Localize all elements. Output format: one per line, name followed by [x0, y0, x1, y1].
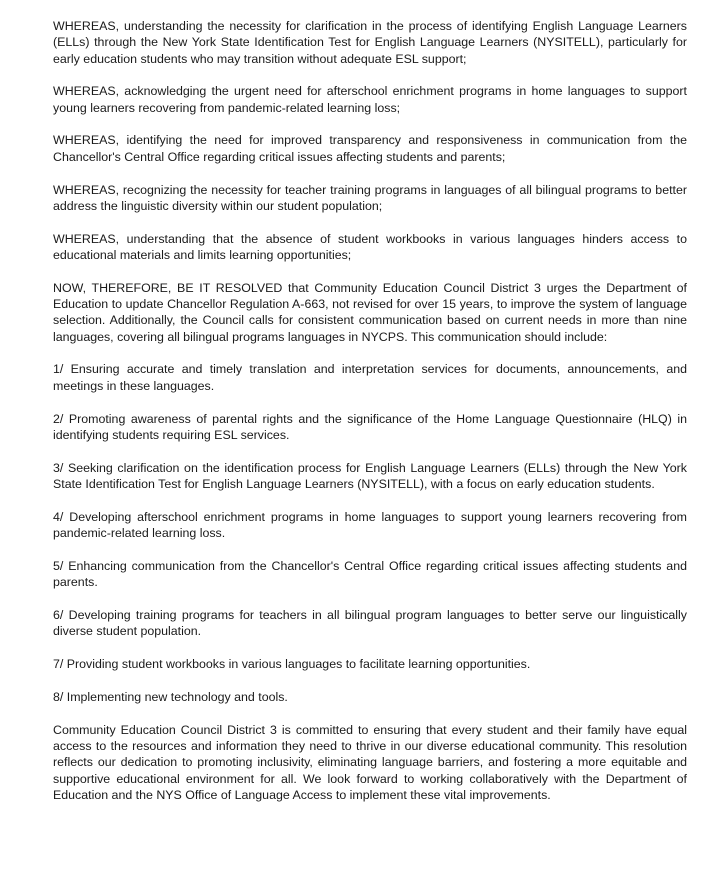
list-item-7: 7/ Providing student workbooks in various languages to facilitate learning opportunities.: [53, 657, 531, 672]
list-item-4: 4/ Developing afterschool enrichment programs in home languages to support young learners recovering from pandemic-related learning loss.: [53, 509, 687, 541]
document-page: [53, 18, 687, 803]
whereas-transparency: WHEREAS, identifying the need for improved transparency and responsiveness in communication from the Chancellor's Central Office regarding critical issues affecting students and parents;: [53, 133, 687, 164]
list-item-1: 1/ Ensuring accurate and timely translation and interpretation services for documents, announcements, and meetings in these languages.: [53, 362, 687, 393]
list-item-2: 2/ Promoting awareness of parental rights and the significance of the Home Language Questionnaire (HLQ) in identifying students requiring ESL services.: [53, 411, 687, 442]
list-item-3: 3/ Seeking clarification on the identification process for English Language Learners (ELLs) through the New York State Identification Test for English Language Learners (NYSITELL), with a focus on early education students.: [53, 460, 687, 491]
whereas-afterschool-programs: WHEREAS, acknowledging the urgent need for afterschool enrichment programs in home languages to support young learners recovering from pandemic-related learning loss;: [53, 84, 687, 115]
whereas-ell-identification: WHEREAS, understanding the necessity for clarification in the process of identifying English Language Learners (ELLs) through the New York State Identification Test for English Language Learners (NYSITELL), particularly for early education students who may transition without adequate ESL support;: [53, 19, 687, 66]
whereas-workbooks: WHEREAS, understanding that the absence of student workbooks in various languages hinders access to educational materials and limits learning opportunities;: [53, 231, 687, 262]
closing-paragraph: Community Education Council District 3 is committed to ensuring that every student and their family have equal access to the resources and information they need to thrive in our diverse educational community. This resolution reflects our dedication to promoting inclusivity, eliminating language barriers, and fostering a more equitable and supportive educational environment for all. We look forward to working collaboratively with the Department of Education and the NYS Office of Language Access to implement these vital improvements.: [53, 722, 687, 802]
resolved-paragraph: NOW, THEREFORE, BE IT RESOLVED that Community Education Council District 3 urges the Department of Education to update Chancellor Regulation A-663, not revised for over 15 years, to improve the system of language selection. Additionally, the Council calls for consistent communication based on current needs in more than nine languages, covering all bilingual programs languages in NYCPS. This communication should include:: [53, 280, 687, 344]
list-item-5: 5/ Enhancing communication from the Chancellor's Central Office regarding critical issues affecting students and parents.: [53, 558, 687, 590]
list-item-8: 8/ Implementing new technology and tools.: [53, 689, 288, 704]
list-item-6: 6/ Developing training programs for teachers in all bilingual program languages to better serve our linguistically diverse student population.: [53, 607, 687, 639]
whereas-teacher-training: WHEREAS, recognizing the necessity for teacher training programs in languages of all bilingual programs to better address the linguistic diversity within our student population;: [53, 182, 687, 213]
